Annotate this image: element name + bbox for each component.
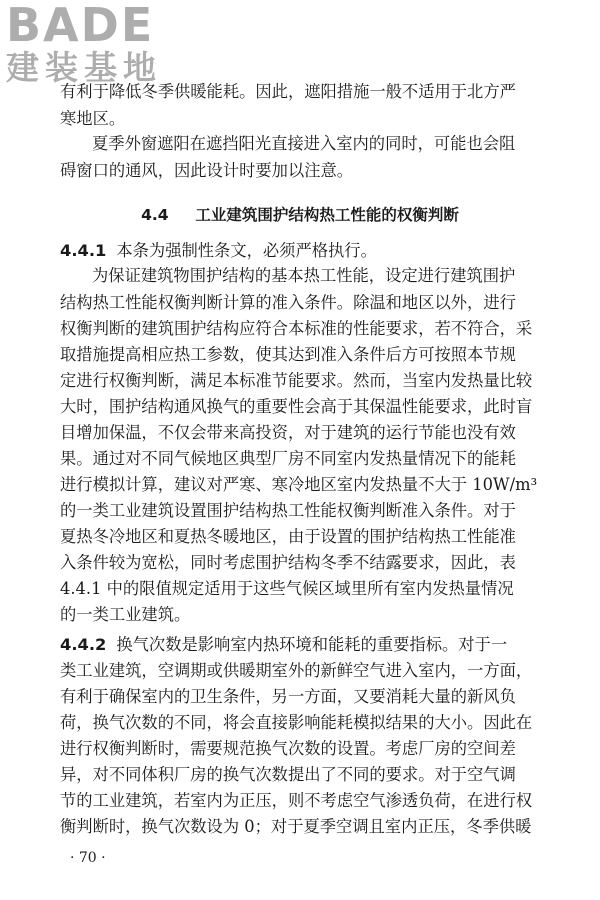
text-line: 的一类工业建筑设置围护结构热工性能权衡判断准入条件。对于 — [60, 501, 516, 520]
watermark-logo — [6, 2, 176, 88]
text-line: 有利于降低冬季供暖能耗。因此，遮阳措施一般不适用于北方严 — [60, 82, 516, 101]
text-line: 果。通过对不同气候地区典型厂房不同室内发热量情况下的能耗 — [60, 449, 516, 468]
text-line: 类工业建筑，空调期或供暖期室外的新鲜空气进入室内，一方面， — [60, 661, 533, 680]
text-line: 的一类工业建筑。 — [60, 605, 191, 624]
text-line: 权衡判断的建筑围护结构应符合本标准的性能要求，若不符合，采 — [60, 319, 533, 338]
text-line: 为保证建筑物围护结构的基本热工性能，设定进行建筑围护 — [92, 266, 516, 285]
text-line: 衡判断时，换气次数设为 0；对于夏季空调且室内正压，冬季供暖 — [60, 817, 532, 836]
text-line: 入条件较为宽松，同时考虑围护结构冬季不结露要求，因此，表 — [60, 553, 516, 572]
text-line: 大时，围护结构通风换气的重要性会高于其保温性能要求，此时盲 — [60, 397, 533, 416]
logo-brand: BADE — [6, 0, 155, 52]
text-line: 夏热冬冷地区和夏热冬暖地区，由于设置的围护结构热工性能准 — [60, 527, 516, 546]
text-line: 荷，换气次数的不同，将会直接影响能耗模拟结果的大小。因此在 — [60, 713, 533, 732]
clause-text: 换气次数是影响室内热环境和能耗的重要指标。对于一 — [116, 635, 508, 654]
clause-4-4-2 — [60, 631, 507, 655]
page-number: · 70 · — [70, 850, 106, 866]
text-line: 进行权衡判断时，需要规范换气次数的设置。考虑厂房的空间差 — [60, 739, 516, 758]
text-line: 进行模拟计算，建议对严寒、寒冷地区室内发热量不大于 10W/m³ — [60, 475, 538, 494]
text-line: 定进行权衡判断，满足本标准节能要求。然而，当室内发热量比较 — [60, 371, 533, 390]
clause-number: 4.4.2 — [60, 635, 107, 654]
text-line: 节的工业建筑，若室内为正压，则不考虑空气渗透负荷，在进行权 — [60, 791, 533, 810]
section-title: 工业建筑围护结构热工性能的权衡判断 — [195, 206, 459, 224]
text-line: 有利于确保室内的卫生条件，另一方面，又要消耗大量的新风负 — [60, 687, 516, 706]
text-line: 碍窗口的通风，因此设计时要加以注意。 — [60, 161, 354, 180]
section-number: 4.4 — [141, 206, 169, 224]
text-line: 夏季外窗遮阳在遮挡阳光直接进入室内的同时，可能也会阻 — [92, 134, 516, 153]
text-line: 取措施提高相应热工参数，使其达到准入条件后方可按照本节规 — [60, 345, 516, 364]
text-line: 结构热工性能权衡判断计算的准入条件。除温和地区以外，进行 — [60, 293, 516, 312]
clause-text: 本条为强制性条文，必须严格执行。 — [116, 241, 377, 260]
text-line: 寒地区。 — [60, 109, 126, 128]
text-line: 异，对不同体积厂房的换气次数提出了不同的要求。对于空气调 — [60, 765, 516, 784]
logo-tagline: 建装基地 — [6, 48, 162, 87]
clause-number: 4.4.1 — [60, 241, 107, 260]
clause-4-4-1 — [60, 237, 377, 261]
text-line: 4.4.1 中的限值规定适用于这些气候区域里所有室内发热量情况 — [60, 579, 514, 598]
section-heading — [0, 203, 600, 225]
text-line: 目增加保温，不仅会带来高投资，对于建筑的运行节能也没有效 — [60, 423, 516, 442]
